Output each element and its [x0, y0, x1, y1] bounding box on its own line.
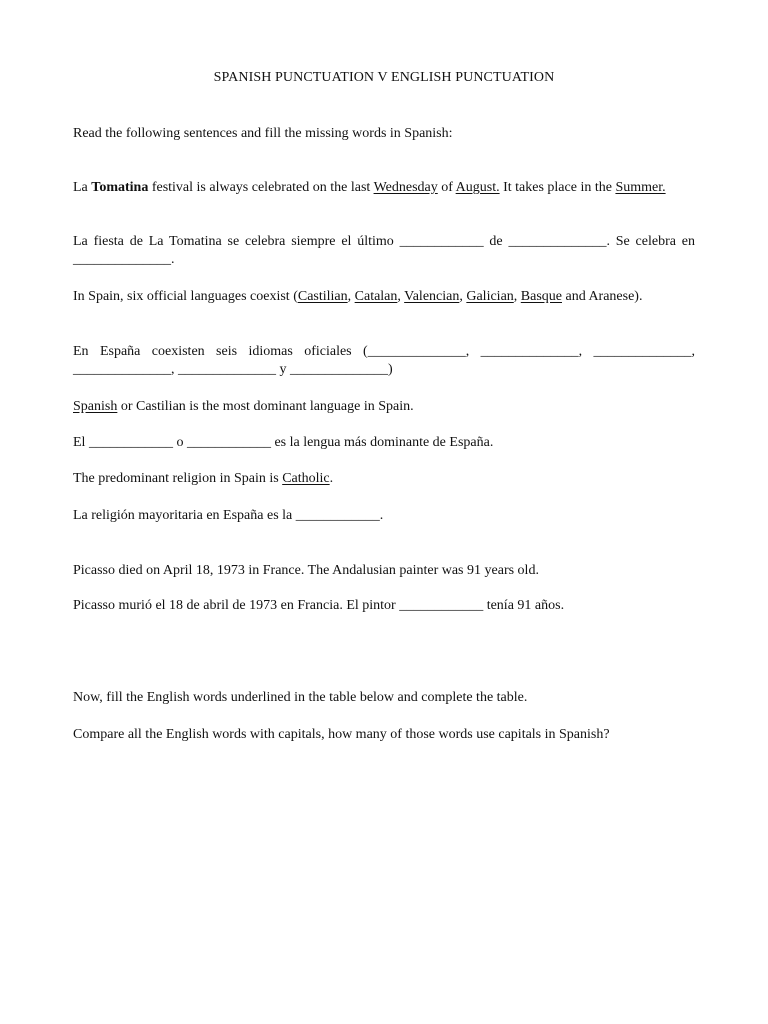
text-span: It takes place in the — [499, 180, 616, 195]
underlined-word-catalan: Catalan — [354, 289, 398, 304]
task-instruction-1: Now, fill the English words underlined in the table below and complete the table. — [73, 690, 528, 705]
task-instruction-2: Compare all the English words with capitals, how many of those words use capitals in Spanish? — [73, 727, 610, 742]
underlined-word-valencian: Valencian — [404, 289, 460, 304]
text-span: or Castilian is the most dominant language in Spain. — [117, 399, 414, 414]
text-span: The predominant religion in Spain is — [73, 471, 283, 486]
text-span: , — [459, 289, 467, 304]
text-span: , — [513, 289, 521, 304]
sentence-languages-en — [73, 288, 695, 306]
text-span: . — [329, 471, 334, 486]
text-span: festival is always celebrated on the last — [148, 180, 374, 195]
underlined-word-castilian: Castilian — [297, 289, 348, 304]
sentence-religion-en — [73, 470, 695, 488]
page-title: SPANISH PUNCTUATION V ENGLISH PUNCTUATION — [213, 70, 555, 85]
text-span: and Aranese). — [562, 289, 643, 304]
underlined-word-basque: Basque — [520, 289, 562, 304]
sentence-religion-es: La religión mayoritaria en España es la ____________. — [73, 508, 384, 523]
sentence-tomatina-es: La fiesta de La Tomatina se celebra siempre el último ____________ de ______________. Se celebra en ______________. — [73, 234, 695, 267]
sentence-spanish-es: El ____________ o ____________ es la lengua más dominante de España. — [73, 435, 494, 450]
underlined-word-spanish: Spanish — [73, 399, 118, 414]
underlined-word-wednesday: Wednesday — [373, 180, 438, 195]
text-span: In Spain, six official languages coexist ( — [73, 289, 298, 304]
sentence-spanish-en — [73, 398, 695, 416]
underlined-word-galician: Galician — [466, 289, 514, 304]
underlined-word-august: August. — [455, 180, 500, 195]
text-span: of — [437, 180, 456, 195]
underlined-word-summer: Summer. — [615, 180, 666, 195]
sentence-picasso-es: Picasso murió el 18 de abril de 1973 en Francia. El pintor ____________ tenía 91 años. — [73, 598, 565, 613]
bold-word-tomatina: Tomatina — [91, 180, 149, 195]
text-span: , — [397, 289, 405, 304]
sentence-picasso-en: Picasso died on April 18, 1973 in France. The Andalusian painter was 91 years old. — [73, 563, 539, 578]
instructions-text: Read the following sentences and fill the missing words in Spanish: — [73, 126, 453, 141]
sentence-languages-es: En España coexisten seis idiomas oficiales (______________, ______________, ______________, ______________, ______________ y ______________) — [73, 344, 695, 377]
text-span: , — [347, 289, 355, 304]
text-span: La — [73, 180, 92, 195]
sentence-tomatina-en — [73, 179, 695, 197]
underlined-word-catholic: Catholic — [282, 471, 330, 486]
